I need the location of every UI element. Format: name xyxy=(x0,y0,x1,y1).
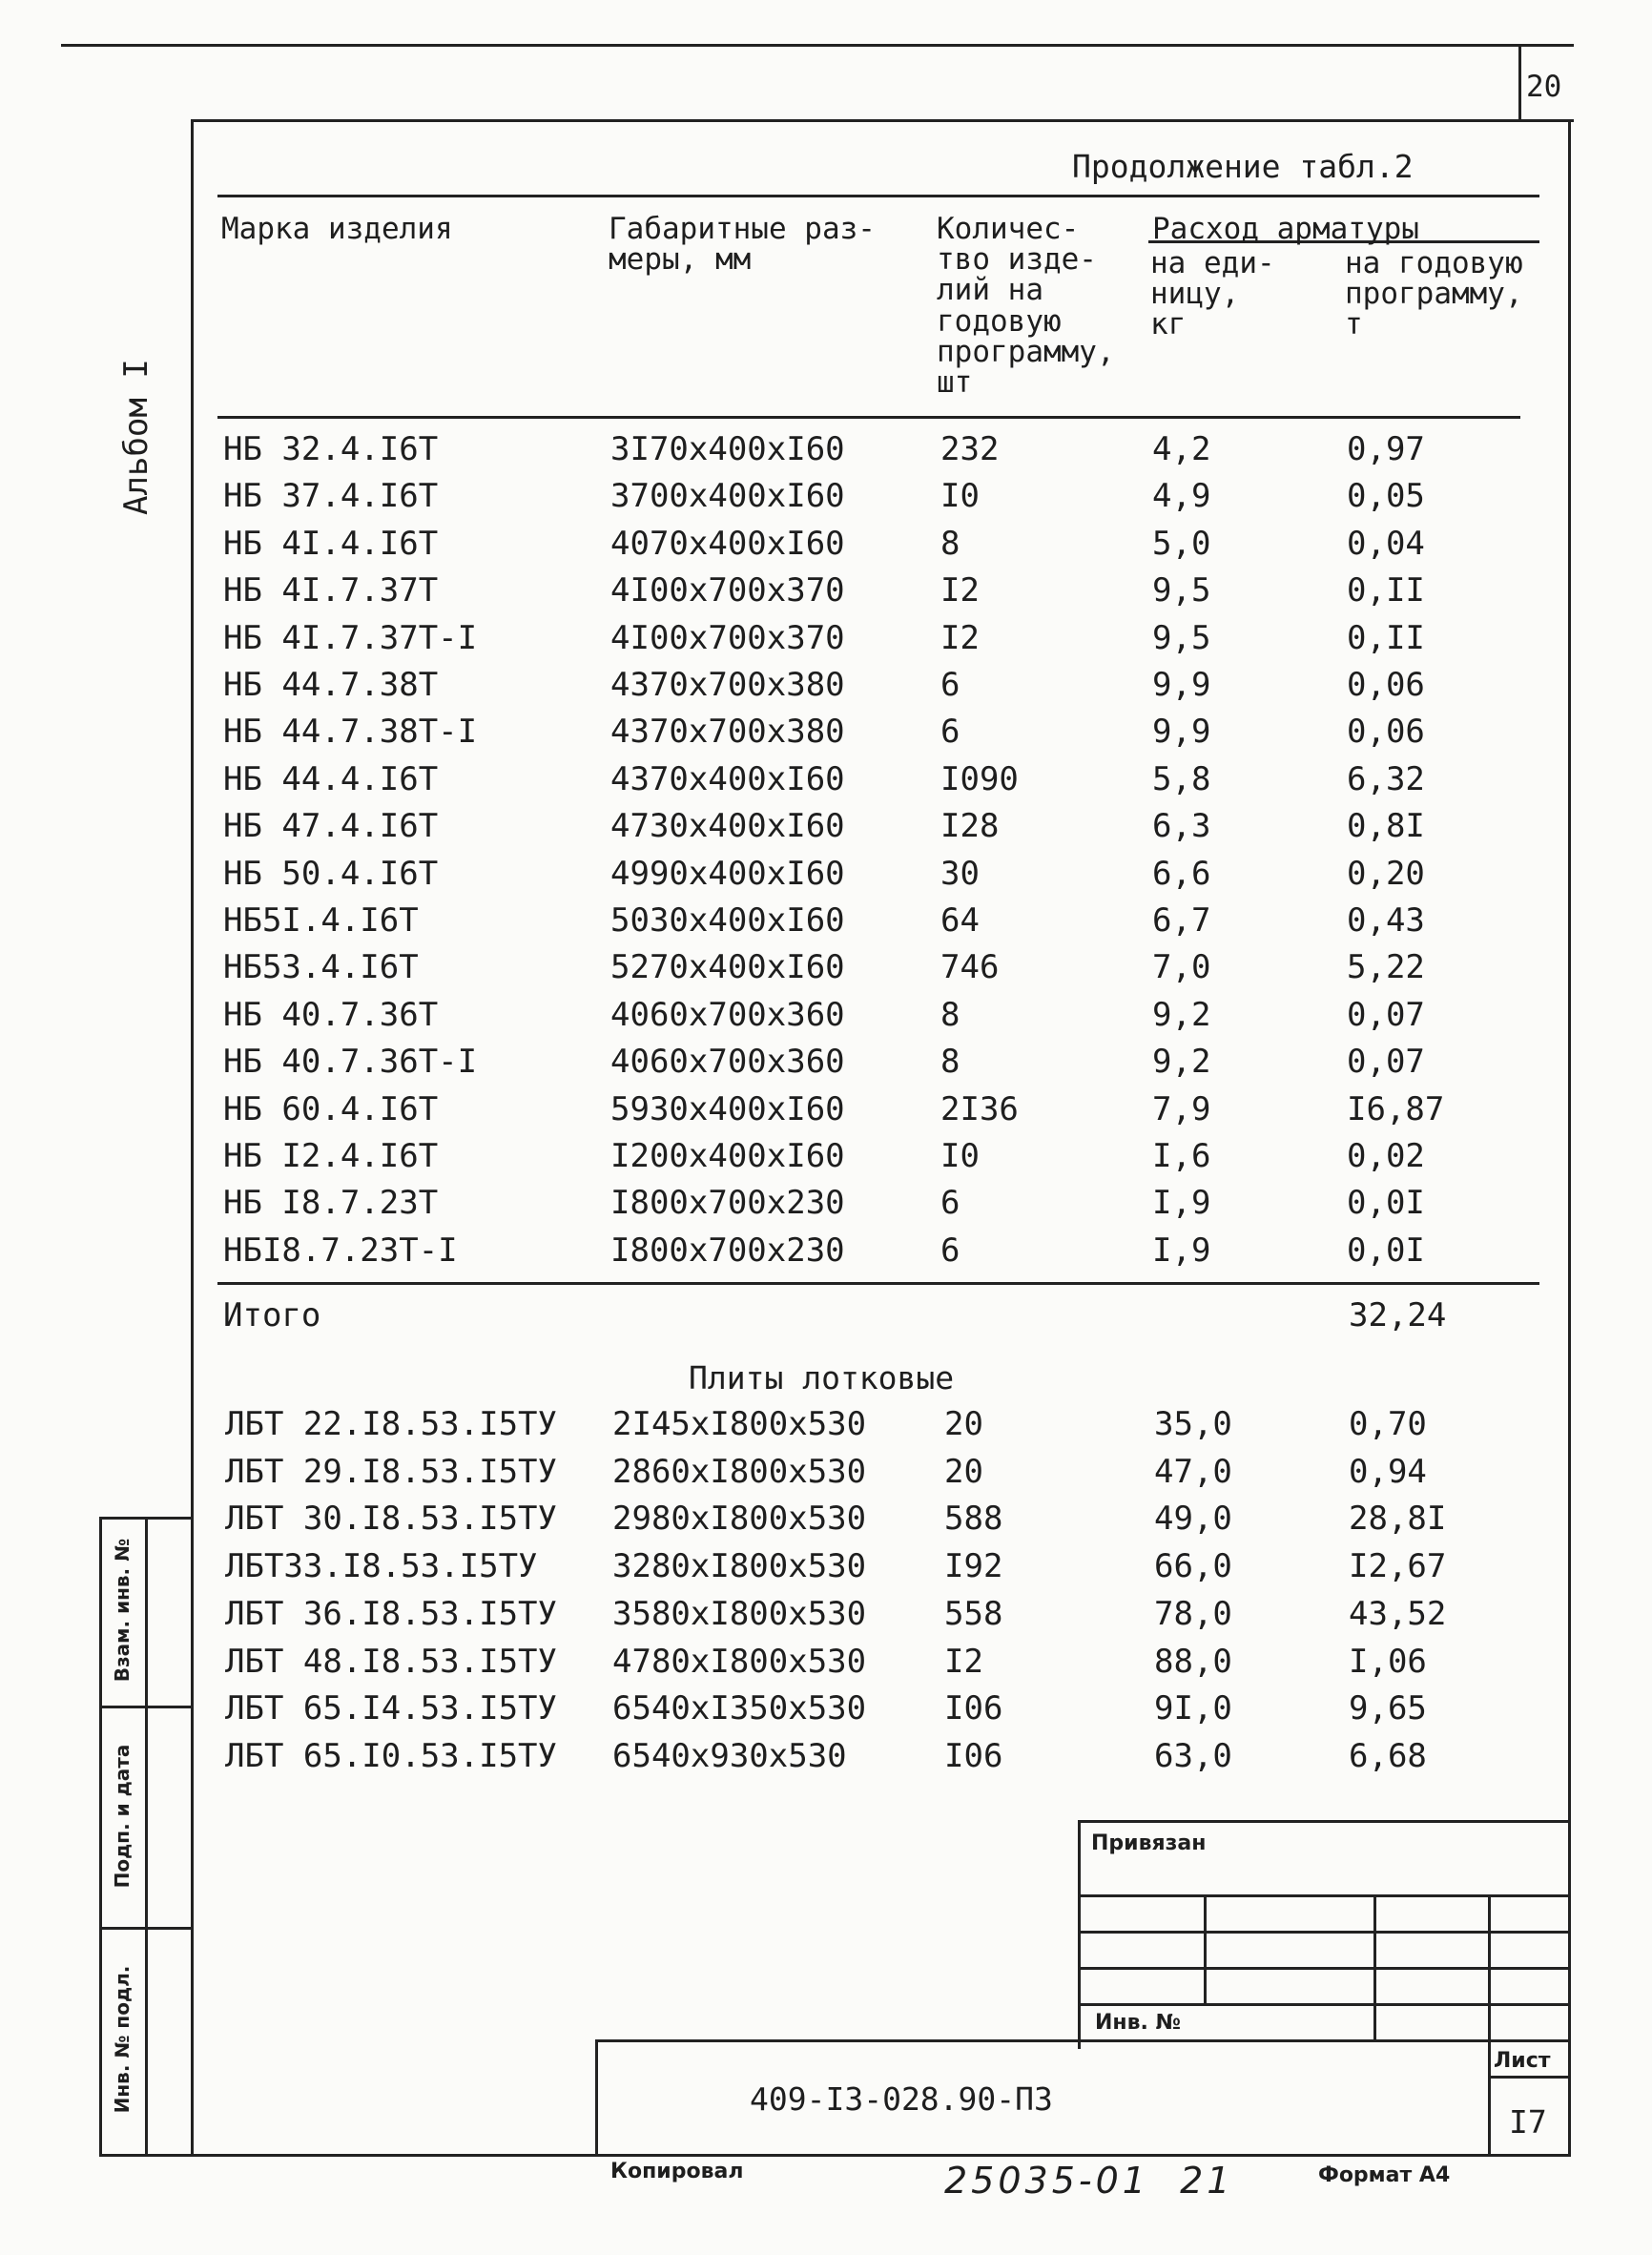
cell-per-unit: 63,0 xyxy=(1154,1736,1232,1775)
cell-quantity: 558 xyxy=(944,1594,1003,1633)
cell-per-program: 0,II xyxy=(1347,618,1425,657)
cell-per-program: 28,8I xyxy=(1349,1500,1447,1539)
footer-format: Формат А4 xyxy=(1318,2163,1451,2187)
sheet-number: I7 xyxy=(1509,2103,1547,2141)
frame-right xyxy=(1568,119,1571,2154)
cell-per-unit: 7,9 xyxy=(1152,1089,1211,1128)
cell-quantity: 232 xyxy=(940,430,1000,468)
cell-per-program: I6,87 xyxy=(1347,1089,1445,1128)
doc-block-sheet-rule xyxy=(1488,2076,1568,2079)
cell-dimensions: 4370x400xI60 xyxy=(610,759,845,798)
cell-per-unit: 47,0 xyxy=(1154,1452,1232,1491)
cell-dimensions: 4370x700x380 xyxy=(610,713,845,752)
cell-mark: НБ 4I.7.37Т xyxy=(223,571,439,610)
cell-per-program: 0,8I xyxy=(1347,807,1425,846)
cell-quantity: 20 xyxy=(944,1405,983,1443)
total-value: 32,24 xyxy=(1349,1296,1447,1334)
cell-per-unit: 9,9 xyxy=(1152,666,1211,704)
header-dimensions: Габаритные раз- меры, мм xyxy=(609,212,876,278)
cell-dimensions: I200x400xI60 xyxy=(610,1137,845,1175)
cell-mark: НБ 44.4.I6Т xyxy=(223,759,439,798)
cell-dimensions: 4990x400xI60 xyxy=(610,854,845,893)
cell-quantity: 6 xyxy=(940,1184,960,1223)
side-stamp-left xyxy=(99,1517,102,2154)
cell-quantity: 2I36 xyxy=(940,1089,1019,1128)
cell-per-program: I,06 xyxy=(1349,1642,1427,1681)
cell-quantity: 64 xyxy=(940,901,980,940)
cell-mark: НБ 40.7.36Т-I xyxy=(223,1043,478,1082)
cell-per-program: 0,0I xyxy=(1347,1231,1425,1270)
page-number: 20 xyxy=(1526,70,1562,104)
frame-left xyxy=(191,119,194,2154)
cell-per-program: 0,02 xyxy=(1347,1137,1425,1175)
frame-top xyxy=(191,119,1574,122)
cell-per-unit: I,9 xyxy=(1152,1184,1211,1223)
cell-per-program: I2,67 xyxy=(1349,1547,1447,1586)
cell-per-unit: 66,0 xyxy=(1154,1547,1232,1586)
cell-per-unit: I,6 xyxy=(1152,1137,1211,1175)
cell-per-unit: I,9 xyxy=(1152,1231,1211,1270)
cell-dimensions: 4060x700x360 xyxy=(610,995,845,1034)
cell-mark: НБ I2.4.I6Т xyxy=(223,1137,439,1175)
stamp-left xyxy=(1078,1820,1081,2049)
cell-mark: НБ 44.7.38Т-I xyxy=(223,713,478,752)
stamp-row4 xyxy=(1078,2003,1568,2006)
cell-mark: НБ 47.4.I6Т xyxy=(223,807,439,846)
cell-per-unit: 9,5 xyxy=(1152,618,1211,657)
doc-block-top xyxy=(595,2039,1568,2042)
side-stamp-podp-data: Подп. и дата xyxy=(111,1744,134,1889)
cell-quantity: 8 xyxy=(940,1043,960,1082)
cell-per-program: 0,06 xyxy=(1347,713,1425,752)
doc-block-sheet-divider xyxy=(1488,2039,1491,2154)
cell-quantity: 6 xyxy=(940,666,960,704)
total-label: Итого xyxy=(223,1296,321,1334)
cell-quantity: I06 xyxy=(944,1689,1003,1728)
cell-mark: НБ 4I.7.37Т-I xyxy=(223,618,478,657)
stamp-privyazan: Привязан xyxy=(1091,1831,1207,1855)
cell-mark: ЛБТ 30.I8.53.I5ТУ xyxy=(225,1500,557,1539)
cell-dimensions: 3280xI800x530 xyxy=(612,1547,867,1586)
top-rule xyxy=(61,44,1574,47)
cell-dimensions: 2I45xI800x530 xyxy=(612,1405,867,1443)
cell-mark: НБI8.7.23Т-I xyxy=(223,1231,458,1270)
cell-dimensions: 4780xI800x530 xyxy=(612,1642,867,1681)
cell-dimensions: 5030x400xI60 xyxy=(610,901,845,940)
cell-mark: НБ 40.7.36Т xyxy=(223,995,439,1034)
stamp-row3 xyxy=(1078,1967,1568,1970)
cell-per-program: 0,04 xyxy=(1347,524,1425,563)
cell-mark: НБ 32.4.I6Т xyxy=(223,430,439,468)
cell-mark: НБ53.4.I6Т xyxy=(223,948,419,987)
side-stamp-mid xyxy=(145,1517,148,2154)
cell-per-unit: 6,6 xyxy=(1152,854,1211,893)
continuation-title: Продолжение табл.2 xyxy=(1072,148,1414,185)
stamp-inv-no: Инв. № xyxy=(1095,2011,1182,2035)
cell-mark: ЛБТ 29.I8.53.I5ТУ xyxy=(225,1452,557,1491)
cell-per-unit: 88,0 xyxy=(1154,1642,1232,1681)
footer-copied: Копировал xyxy=(610,2160,744,2183)
album-label: Альбом I xyxy=(117,359,155,515)
cell-per-program: 0,0I xyxy=(1347,1184,1425,1223)
cell-per-unit: 6,7 xyxy=(1152,901,1211,940)
cell-per-program: 0,II xyxy=(1347,571,1425,610)
cell-per-unit: 78,0 xyxy=(1154,1594,1232,1633)
cell-quantity: I0 xyxy=(940,1137,980,1175)
cell-dimensions: 6540xI350x530 xyxy=(612,1689,867,1728)
page-number-box-left xyxy=(1518,44,1521,120)
header-consumption: Расход арматуры xyxy=(1152,212,1419,246)
cell-per-unit: 7,0 xyxy=(1152,948,1211,987)
cell-dimensions: 2980xI800x530 xyxy=(612,1500,867,1539)
cell-quantity: 6 xyxy=(940,1231,960,1270)
cell-dimensions: 3700x400xI60 xyxy=(610,477,845,516)
cell-per-program: 0,70 xyxy=(1349,1405,1427,1443)
frame-bottom xyxy=(99,2154,1571,2157)
cell-per-program: 9,65 xyxy=(1349,1689,1427,1728)
cell-per-program: 0,07 xyxy=(1347,1043,1425,1082)
cell-quantity: 6 xyxy=(940,713,960,752)
cell-mark: НБ5I.4.I6Т xyxy=(223,901,419,940)
cell-per-unit: 6,3 xyxy=(1152,807,1211,846)
cell-dimensions: 4I00x700x370 xyxy=(610,571,845,610)
side-stamp-div2 xyxy=(99,1927,191,1930)
cell-per-unit: 35,0 xyxy=(1154,1405,1232,1443)
cell-mark: НБ 4I.4.I6Т xyxy=(223,524,439,563)
cell-quantity: I0 xyxy=(940,477,980,516)
cell-per-program: 0,94 xyxy=(1349,1452,1427,1491)
header-mark: Марка изделия xyxy=(221,212,453,246)
cell-per-program: 0,07 xyxy=(1347,995,1425,1034)
cell-dimensions: 5270x400xI60 xyxy=(610,948,845,987)
section-title: Плиты лотковые xyxy=(689,1359,955,1396)
cell-per-unit: 4,9 xyxy=(1152,477,1211,516)
cell-quantity: I06 xyxy=(944,1736,1003,1775)
cell-per-unit: 9,5 xyxy=(1152,571,1211,610)
cell-per-program: 0,20 xyxy=(1347,854,1425,893)
cell-quantity: 20 xyxy=(944,1452,983,1491)
cell-mark: ЛБТ 65.I0.53.I5ТУ xyxy=(225,1736,557,1775)
cell-dimensions: 4730x400xI60 xyxy=(610,807,845,846)
cell-dimensions: 4070x400xI60 xyxy=(610,524,845,563)
side-stamp-inv-podl: Инв. № подл. xyxy=(111,1965,134,2114)
cell-mark: НБ 37.4.I6Т xyxy=(223,477,439,516)
cell-per-unit: 9,2 xyxy=(1152,995,1211,1034)
cell-mark: ЛБТ33.I8.53.I5ТУ xyxy=(225,1547,538,1586)
cell-mark: НБ 50.4.I6Т xyxy=(223,854,439,893)
header-bottom-rule xyxy=(217,416,1520,419)
cell-per-program: 6,32 xyxy=(1347,759,1425,798)
cell-mark: НБ I8.7.23Т xyxy=(223,1184,439,1223)
cell-per-unit: 4,2 xyxy=(1152,430,1211,468)
cell-per-program: 5,22 xyxy=(1347,948,1425,987)
stamp-row2 xyxy=(1078,1931,1568,1934)
cell-dimensions: 6540x930x530 xyxy=(612,1736,847,1775)
cell-dimensions: 3I70x400xI60 xyxy=(610,430,845,468)
cell-quantity: 8 xyxy=(940,995,960,1034)
total-rule xyxy=(217,1282,1539,1285)
cell-quantity: 8 xyxy=(940,524,960,563)
cell-quantity: I090 xyxy=(940,759,1019,798)
cell-dimensions: I800x700x230 xyxy=(610,1231,845,1270)
stamp-col3 xyxy=(1488,1894,1491,2039)
cell-mark: НБ 44.7.38Т xyxy=(223,666,439,704)
cell-dimensions: 4I00x700x370 xyxy=(610,618,845,657)
cell-per-unit: 9I,0 xyxy=(1154,1689,1232,1728)
stamp-row1 xyxy=(1078,1894,1568,1897)
cell-per-unit: 49,0 xyxy=(1154,1500,1232,1539)
cell-per-program: 0,06 xyxy=(1347,666,1425,704)
side-stamp-div1 xyxy=(99,1706,191,1708)
stamp-col1 xyxy=(1204,1894,1207,2003)
sheet-label: Лист xyxy=(1494,2049,1551,2073)
side-stamp-vzam-inv: Взам. инв. № xyxy=(111,1538,134,1683)
cell-per-program: 0,97 xyxy=(1347,430,1425,468)
cell-quantity: 30 xyxy=(940,854,980,893)
cell-per-program: 6,68 xyxy=(1349,1736,1427,1775)
cell-dimensions: 4370x700x380 xyxy=(610,666,845,704)
cell-per-program: 43,52 xyxy=(1349,1594,1447,1633)
cell-mark: ЛБТ 36.I8.53.I5ТУ xyxy=(225,1594,557,1633)
document-code: 409-I3-028.90-ПЗ xyxy=(750,2080,1053,2118)
cell-per-unit: 5,8 xyxy=(1152,759,1211,798)
cell-mark: ЛБТ 48.I8.53.I5ТУ xyxy=(225,1642,557,1681)
stamp-top xyxy=(1078,1820,1568,1823)
header-per-unit: на еди- ницу, кг xyxy=(1150,246,1275,342)
header-quantity: Количес- тво изде- лий на годовую программу, шт xyxy=(937,212,1115,401)
cell-per-program: 0,05 xyxy=(1347,477,1425,516)
header-per-program: на годовую программу, т xyxy=(1345,246,1523,342)
cell-per-unit: 5,0 xyxy=(1152,524,1211,563)
cell-dimensions: 3580xI800x530 xyxy=(612,1594,867,1633)
cell-dimensions: I800x700x230 xyxy=(610,1184,845,1223)
cell-per-unit: 9,9 xyxy=(1152,713,1211,752)
cell-quantity: I92 xyxy=(944,1547,1003,1586)
cell-mark: ЛБТ 65.I4.53.I5ТУ xyxy=(225,1689,557,1728)
cell-dimensions: 2860xI800x530 xyxy=(612,1452,867,1491)
cell-mark: ЛБТ 22.I8.53.I5ТУ xyxy=(225,1405,557,1443)
cell-dimensions: 4060x700x360 xyxy=(610,1043,845,1082)
cell-quantity: I2 xyxy=(940,618,980,657)
cell-quantity: 746 xyxy=(940,948,1000,987)
doc-block-left xyxy=(595,2039,598,2154)
cell-dimensions: 5930x400xI60 xyxy=(610,1089,845,1128)
header-top-rule xyxy=(217,195,1539,197)
cell-quantity: 588 xyxy=(944,1500,1003,1539)
cell-per-unit: 9,2 xyxy=(1152,1043,1211,1082)
cell-mark: НБ 60.4.I6Т xyxy=(223,1089,439,1128)
footer-handwritten-number: 25035-01 21 xyxy=(944,2160,1234,2202)
cell-quantity: I28 xyxy=(940,807,1000,846)
stamp-col2 xyxy=(1373,1894,1376,2039)
cell-per-program: 0,43 xyxy=(1347,901,1425,940)
cell-quantity: I2 xyxy=(944,1642,983,1681)
cell-quantity: I2 xyxy=(940,571,980,610)
